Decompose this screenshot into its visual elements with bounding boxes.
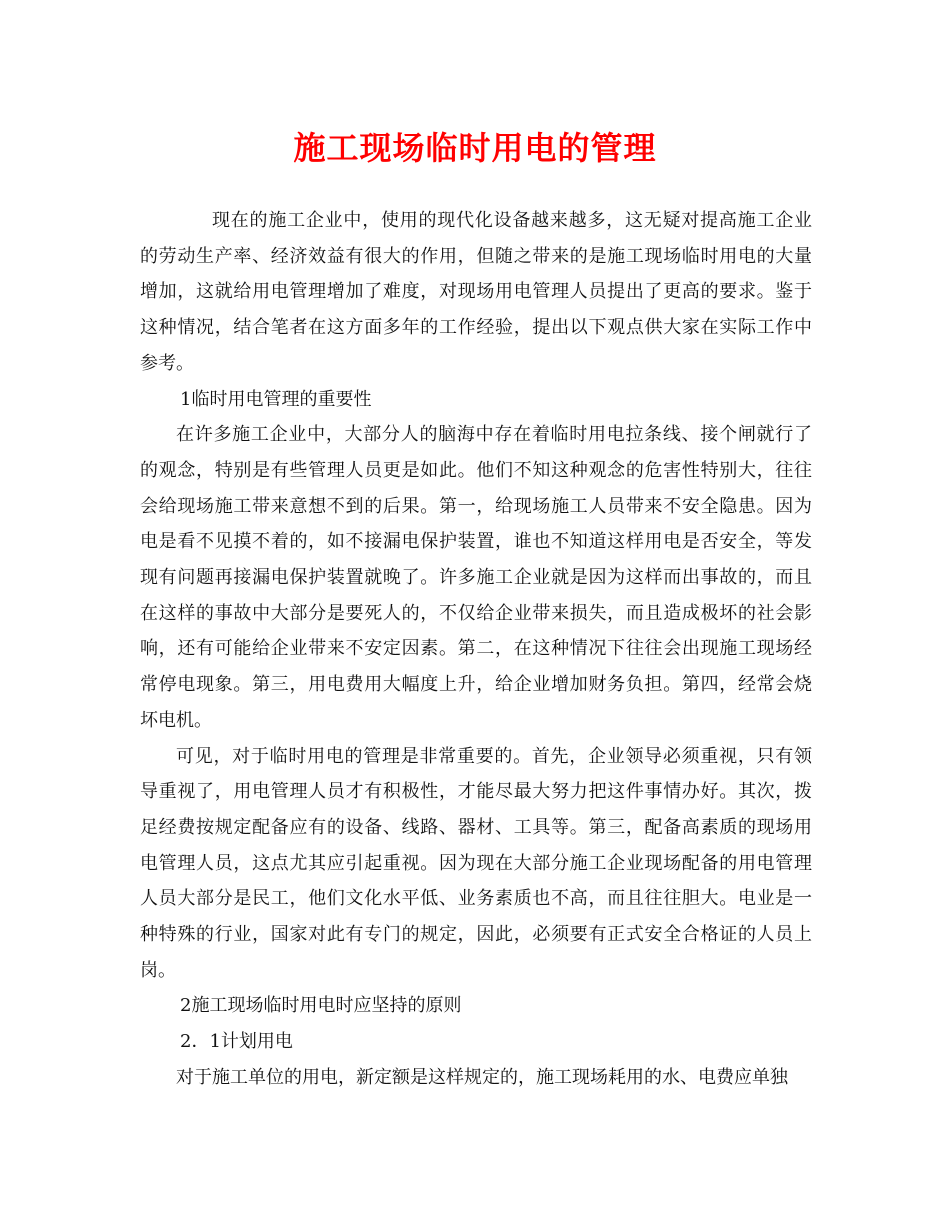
text-line: 增加，这就给用电管理增加了难度，对现场用电管理人员提出了更高的要求。鉴于: [140, 281, 812, 303]
text-line: 的观念，特别是有些管理人员更是如此。他们不知这种观念的危害性特别大，往往: [140, 459, 812, 481]
text-line: 现有问题再接漏电保护装置就晚了。许多施工企业就是因为这样而出事故的，而且: [140, 567, 812, 589]
text-line: 这种情况，结合笔者在这方面多年的工作经验，提出以下观点供大家在实际工作中: [140, 317, 812, 339]
text-line: 常停电现象。第三，用电费用大幅度上升，给企业增加财务负担。第四，经常会烧: [140, 674, 812, 696]
text-line: 现在的施工企业中，使用的现代化设备越来越多，这无疑对提高施工企业: [212, 210, 812, 231]
document-body: [140, 203, 812, 1096]
text-line: 的劳动生产率、经济效益有很大的作用，但随之带来的是施工现场临时用电的大量: [140, 245, 812, 267]
text-line: 可见，对于临时用电的管理是非常重要的。首先，企业领导必须重视，只有领: [176, 745, 812, 767]
text-line: 在许多施工企业中，大部分人的脑海中存在着临时用电拉条线、接个闸就行了: [176, 424, 812, 446]
text-line: 足经费按规定配备应有的设备、线路、器材、工具等。第三，配备高素质的现场用: [140, 816, 812, 838]
section-heading: [140, 382, 812, 418]
text-line: 种特殊的行业，国家对此有专门的规定，因此，必须要有正式安全合格证的人员上: [140, 924, 812, 946]
text-line: 电管理人员，这点尤其应引起重视。因为现在大部分施工企业现场配备的用电管理: [140, 852, 812, 874]
text-line: 电是看不见摸不着的，如不接漏电保护装置，谁也不知道这样用电是否安全，等发: [140, 531, 812, 553]
paragraph: [140, 203, 812, 382]
paragraph: [140, 739, 812, 989]
text-line: 2．1计划用电: [180, 1031, 293, 1053]
section-heading: [140, 988, 812, 1024]
paragraph: [140, 417, 812, 738]
text-line: 坏电机。: [140, 709, 212, 731]
section-heading: [140, 1024, 812, 1060]
text-line: 1临时用电管理的重要性: [180, 388, 372, 410]
text-line: 参考。: [140, 352, 194, 374]
text-line: 导重视了，用电管理人员才有积极性，才能尽最大努力把这件事情办好。其次，拨: [140, 781, 812, 803]
document-title: 施工现场临时用电的管理: [293, 129, 657, 167]
paragraph: [140, 1060, 812, 1096]
text-line: 2施工现场临时用电时应坚持的原则: [180, 995, 462, 1017]
text-line: 在这样的事故中大部分是要死人的，不仅给企业带来损失，而且造成极坏的社会影: [140, 602, 812, 624]
text-line: 人员大部分是民工，他们文化水平低、业务素质也不高，而且往往胆大。电业是一: [140, 888, 812, 910]
text-line: 响，还有可能给企业带来不安定因素。第二，在这种情况下往往会出现施工现场经: [140, 638, 812, 660]
text-line: 岗。: [140, 959, 176, 981]
text-line: 对于施工单位的用电，新定额是这样规定的，施工现场耗用的水、电费应单独: [176, 1066, 788, 1088]
text-line: 会给现场施工带来意想不到的后果。第一，给现场施工人员带来不安全隐患。因为: [140, 495, 812, 517]
